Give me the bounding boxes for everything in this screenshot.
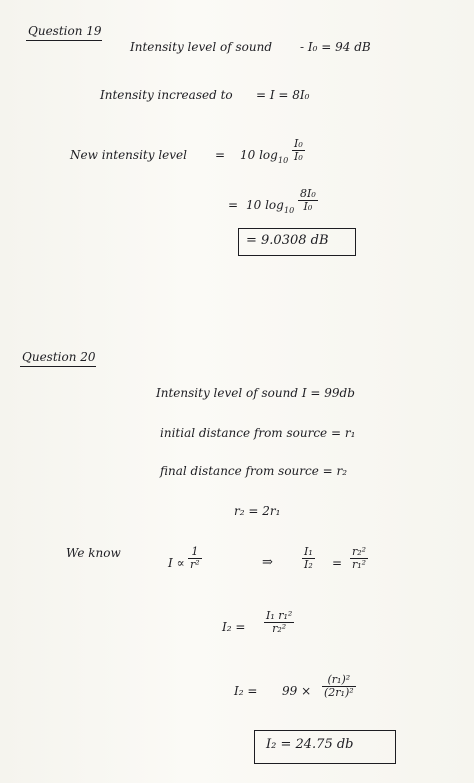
q20-line2: initial distance from source = r₁ — [160, 426, 356, 440]
q19-fraction-1-den: I₀ — [294, 150, 303, 163]
q20-ratio-fraction-2 — [350, 546, 368, 571]
q20-i2-num: I₁ r₁² — [266, 609, 293, 622]
q19-eq2: = — [228, 198, 239, 212]
q19-heading: Question 19 — [28, 24, 102, 38]
q20-line1: Intensity level of sound I = 99db — [156, 386, 355, 400]
q19-line2-value: = I = 8I₀ — [256, 88, 310, 102]
q20-ratio-fraction-1 — [302, 546, 315, 571]
q20-ratio-num-2: r₂² — [352, 545, 367, 558]
q19-heading-underline — [26, 40, 102, 41]
q20-we-know: We know — [66, 546, 121, 560]
q20-heading: Question 20 — [22, 350, 96, 364]
q20-prop-num: 1 — [188, 546, 202, 559]
q19-fraction-1-num: I₀ — [294, 137, 303, 150]
q19-log-base-1: 10 — [278, 156, 289, 165]
q20-line4: r₂ = 2r₁ — [234, 504, 281, 518]
q20-ratio-den-1: I₂ — [304, 558, 313, 571]
q20-i2b-lhs: I₂ = — [234, 684, 258, 698]
q20-ratio-num-1: I₁ — [304, 545, 313, 558]
q19-line3-label: New intensity level — [70, 148, 187, 162]
q19-line2-label: Intensity increased to — [100, 88, 233, 102]
q19-line1-label: Intensity level of sound — [130, 40, 273, 54]
q19-fraction-1 — [292, 138, 305, 163]
q20-i2-fraction — [264, 610, 294, 635]
q20-prop-fraction — [188, 546, 202, 571]
q19-fraction-2-num: 8I₀ — [300, 187, 316, 200]
q20-i2b-den: (2r₁)² — [324, 686, 354, 699]
q19-result: = 9.0308 dB — [246, 233, 329, 248]
q20-ratio-den-2: r₁² — [352, 558, 367, 571]
q19-ten-log-2: 10 log — [246, 198, 284, 212]
q19-line1-value: - I₀ = 94 dB — [300, 40, 371, 54]
q20-i2b-num: (r₁)² — [322, 674, 356, 687]
q20-implies-arrow: ⇒ — [262, 555, 273, 570]
q20-prop-den: r² — [190, 558, 200, 571]
q19-log-base-2: 10 — [284, 206, 295, 215]
q20-i2-lhs: I₂ = — [222, 620, 246, 634]
q19-fraction-2-den: I₀ — [303, 200, 313, 213]
q20-line3: final distance from source = r₂ — [160, 464, 348, 478]
q19-fraction-2 — [298, 188, 318, 213]
q20-ratio-eq: = — [332, 556, 343, 570]
q20-heading-underline — [20, 366, 96, 367]
q20-result: I₂ = 24.75 db — [266, 737, 354, 752]
q20-prop-lhs: I ∝ — [168, 556, 185, 570]
q19-ten-log-1: 10 log — [240, 148, 278, 162]
q19-eq1: = — [215, 148, 226, 162]
q20-i2-den: r₂² — [272, 622, 287, 635]
q20-i2b-fraction — [322, 674, 356, 699]
q20-i2b-mid: 99 × — [282, 684, 312, 698]
